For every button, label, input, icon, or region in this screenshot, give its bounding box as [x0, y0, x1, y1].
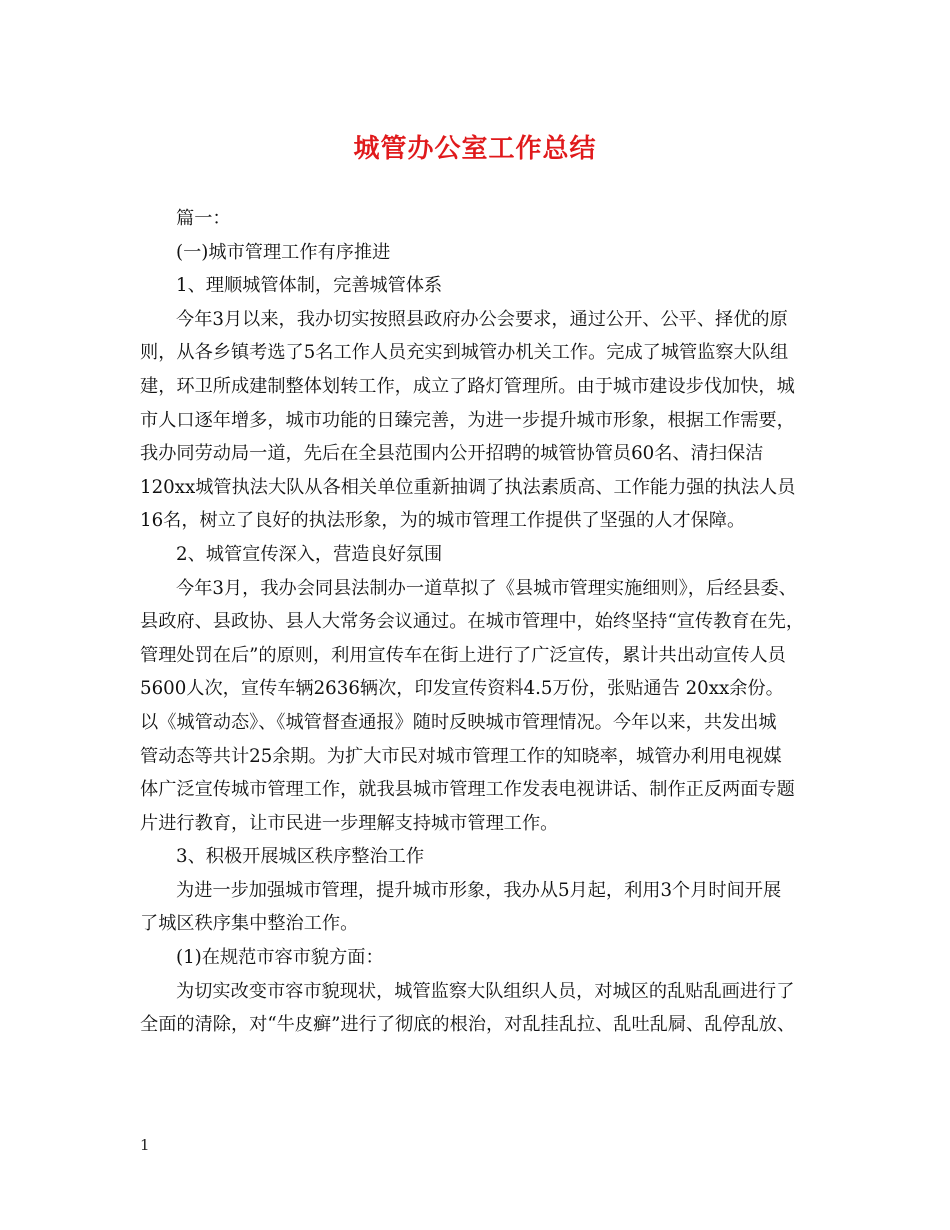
body-line: 管理处罚在后”的原则，利用宣传车在街上进行了广泛宣传，累计共出动宣传人员: [140, 644, 786, 666]
body-line: 1、理顺城管体制，完善城管体系: [176, 275, 443, 297]
document-body: [140, 202, 812, 1042]
body-line: 建，环卫所成建制整体划转工作，成立了路灯管理所。由于城市建设步伐加快，城: [140, 375, 795, 397]
page-number: 1: [140, 1136, 150, 1154]
body-line: 今年3月以来，我办切实按照县政府办公会要求，通过公开、公平、择优的原: [176, 308, 788, 330]
body-line: 管动态等共计25余期。为扩大市民对城市管理工作的知晓率，城管办利用电视媒: [140, 745, 782, 767]
body-line: 2、城管宣传深入，营造良好氛围: [176, 543, 443, 565]
body-line: 我办同劳动局一道，先后在全县范围内公开招聘的城管协管员60名、清扫保洁: [140, 443, 764, 465]
body-line: 篇一：: [176, 208, 231, 229]
body-line: 县政府、县政协、县人大常务会议通过。在城市管理中，始终坚持“宣传教育在先，: [140, 611, 805, 633]
body-line: 120xx城管执法大队从各相关单位重新抽调了执法素质高、工作能力强的执法人员: [140, 476, 796, 498]
body-line: 片进行教育，让市民进一步理解支持城市管理工作。: [140, 812, 559, 834]
body-line: (1)在规范市容市貌方面：: [176, 947, 384, 969]
body-line: 了城区秩序集中整治工作。: [140, 913, 359, 935]
body-line: 全面的清除，对“牛皮癣”进行了彻底的根治，对乱挂乱拉、乱吐乱屙、乱停乱放、: [140, 1014, 796, 1036]
body-line: 体广泛宣传城市管理工作，就我县城市管理工作发表电视讲话、制作正反两面专题: [140, 779, 795, 801]
document-title: 城管办公室工作总结: [353, 134, 597, 164]
body-line: 3、积极开展城区秩序整治工作: [176, 846, 425, 868]
body-line: 市人口逐年增多，城市功能的日臻完善，为进一步提升城市形象，根据工作需要，: [140, 409, 795, 431]
body-line: 为切实改变市容市貌现状，城管监察大队组织人员，对城区的乱贴乱画进行了: [176, 980, 795, 1002]
body-line: 以《城管动态》、《城管督查通报》随时反映城市管理情况。今年以来，共发出城: [140, 711, 777, 733]
body-line: 16名，树立了良好的执法形象，为的城市管理工作提供了坚强的人才保障。: [140, 510, 746, 532]
body-line: 今年3月，我办会同县法制办一道草拟了《县城市管理实施细则》，后经县委、: [176, 577, 797, 599]
body-line: 5600人次，宣传车辆2636辆次，印发宣传资料4.5万份，张贴通告 20xx余份。: [140, 678, 784, 700]
body-line: (一)城市管理工作有序推进: [176, 241, 391, 263]
body-line: 则，从各乡镇考选了5名工作人员充实到城管办机关工作。完成了城管监察大队组: [140, 342, 789, 364]
body-line: 为进一步加强城市管理，提升城市形象，我办从5月起，利用3个月时间开展: [176, 879, 782, 901]
